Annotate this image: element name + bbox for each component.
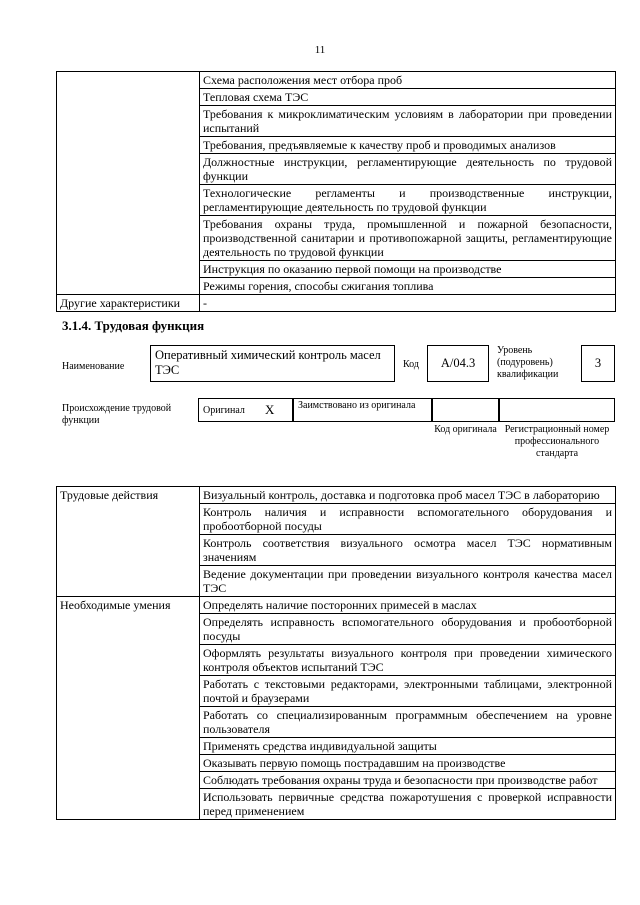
table-cell: Контроль соответствия визуального осмотра масел ТЭС нормативным значениям <box>200 535 616 566</box>
table-cell: Оформлять результаты визуального контроля при проведении химического контроля объектов испытаний ТЭС <box>200 645 616 676</box>
table-row <box>57 597 616 614</box>
table-cell: Технологические регламенты и производственные инструкции, регламентирующие деятельность по трудовой функции <box>200 185 616 216</box>
other-characteristics-value: - <box>200 295 616 312</box>
original-label: Оригинал <box>203 405 245 416</box>
table-cell: Работать со специализированным программным обеспечением на уровне пользователя <box>200 707 616 738</box>
table-cell: Соблюдать требования охраны труда и безопасности при производстве работ <box>200 772 616 789</box>
name-label: Наименование <box>62 361 125 372</box>
table-cell: Инструкция по оказанию первой помощи на производстве <box>200 261 616 278</box>
section-title: 3.1.4. Трудовая функция <box>62 318 205 333</box>
page-number: 11 <box>314 44 326 56</box>
table-cell: Требования, предъявляемые к качеству проб и проводимых анализов <box>200 137 616 154</box>
original-mark: X <box>265 402 275 417</box>
code-original-box <box>432 398 499 422</box>
borrowed-label: Заимствовано из оригинала <box>298 400 416 411</box>
skills-label: Необходимые умения <box>57 597 200 820</box>
table-row <box>57 295 616 312</box>
borrowed-box <box>293 398 432 422</box>
code-original-caption: Код оригинала <box>434 424 497 435</box>
origin-label: Происхождение трудовой функции <box>62 403 172 426</box>
original-box <box>198 398 293 422</box>
labor-actions-label: Трудовые действия <box>57 487 200 597</box>
category-cell-empty <box>57 72 200 295</box>
reg-number-box <box>499 398 615 422</box>
table-cell: Работать с текстовыми редакторами, электронными таблицами, электронной почтой и браузерами <box>200 676 616 707</box>
table-row <box>57 72 616 89</box>
table-cell: Контроль наличия и исправности вспомогательного оборудования и пробоотборной посуды <box>200 504 616 535</box>
table-cell: Применять средства индивидуальной защиты <box>200 738 616 755</box>
table-cell: Оказывать первую помощь пострадавшим на производстве <box>200 755 616 772</box>
table-cell: Схема расположения мест отбора проб <box>200 72 616 89</box>
knowledge-table <box>56 71 616 312</box>
table-cell: Использовать первичные средства пожаротушения с проверкой исправности перед применением <box>200 789 616 820</box>
table-cell: Ведение документации при проведении визуального контроля качества масел ТЭС <box>200 566 616 597</box>
actions-skills-table <box>56 486 616 820</box>
table-cell: Определять исправность вспомогательного оборудования и пробоотборной посуды <box>200 614 616 645</box>
table-cell: Визуальный контроль, доставка и подготовка проб масел ТЭС в лабораторию <box>200 487 616 504</box>
code-label: Код <box>403 359 419 370</box>
function-name-box: Оперативный химический контроль масел ТЭС <box>150 345 395 382</box>
table-cell: Режимы горения, способы сжигания топлива <box>200 278 616 295</box>
other-characteristics-label: Другие характеристики <box>57 295 200 312</box>
level-value-box: 3 <box>581 345 615 382</box>
table-row <box>57 487 616 504</box>
code-value-box: A/04.3 <box>427 345 489 382</box>
table-cell: Тепловая схема ТЭС <box>200 89 616 106</box>
table-cell: Определять наличие посторонних примесей в маслах <box>200 597 616 614</box>
reg-number-caption: Регистрационный номер профессионального стандарта <box>504 424 610 459</box>
table-cell: Требования охраны труда, промышленной и пожарной безопасности, производственной санитарии и противопожарной защиты, регламентирующие деятельность по трудовой функции <box>200 216 616 261</box>
table-cell: Должностные инструкции, регламентирующие деятельность по трудовой функции <box>200 154 616 185</box>
level-label: Уровень (подуровень) квалификации <box>497 345 559 380</box>
table-cell: Требования к микроклиматическим условиям в лаборатории при проведении испытаний <box>200 106 616 137</box>
